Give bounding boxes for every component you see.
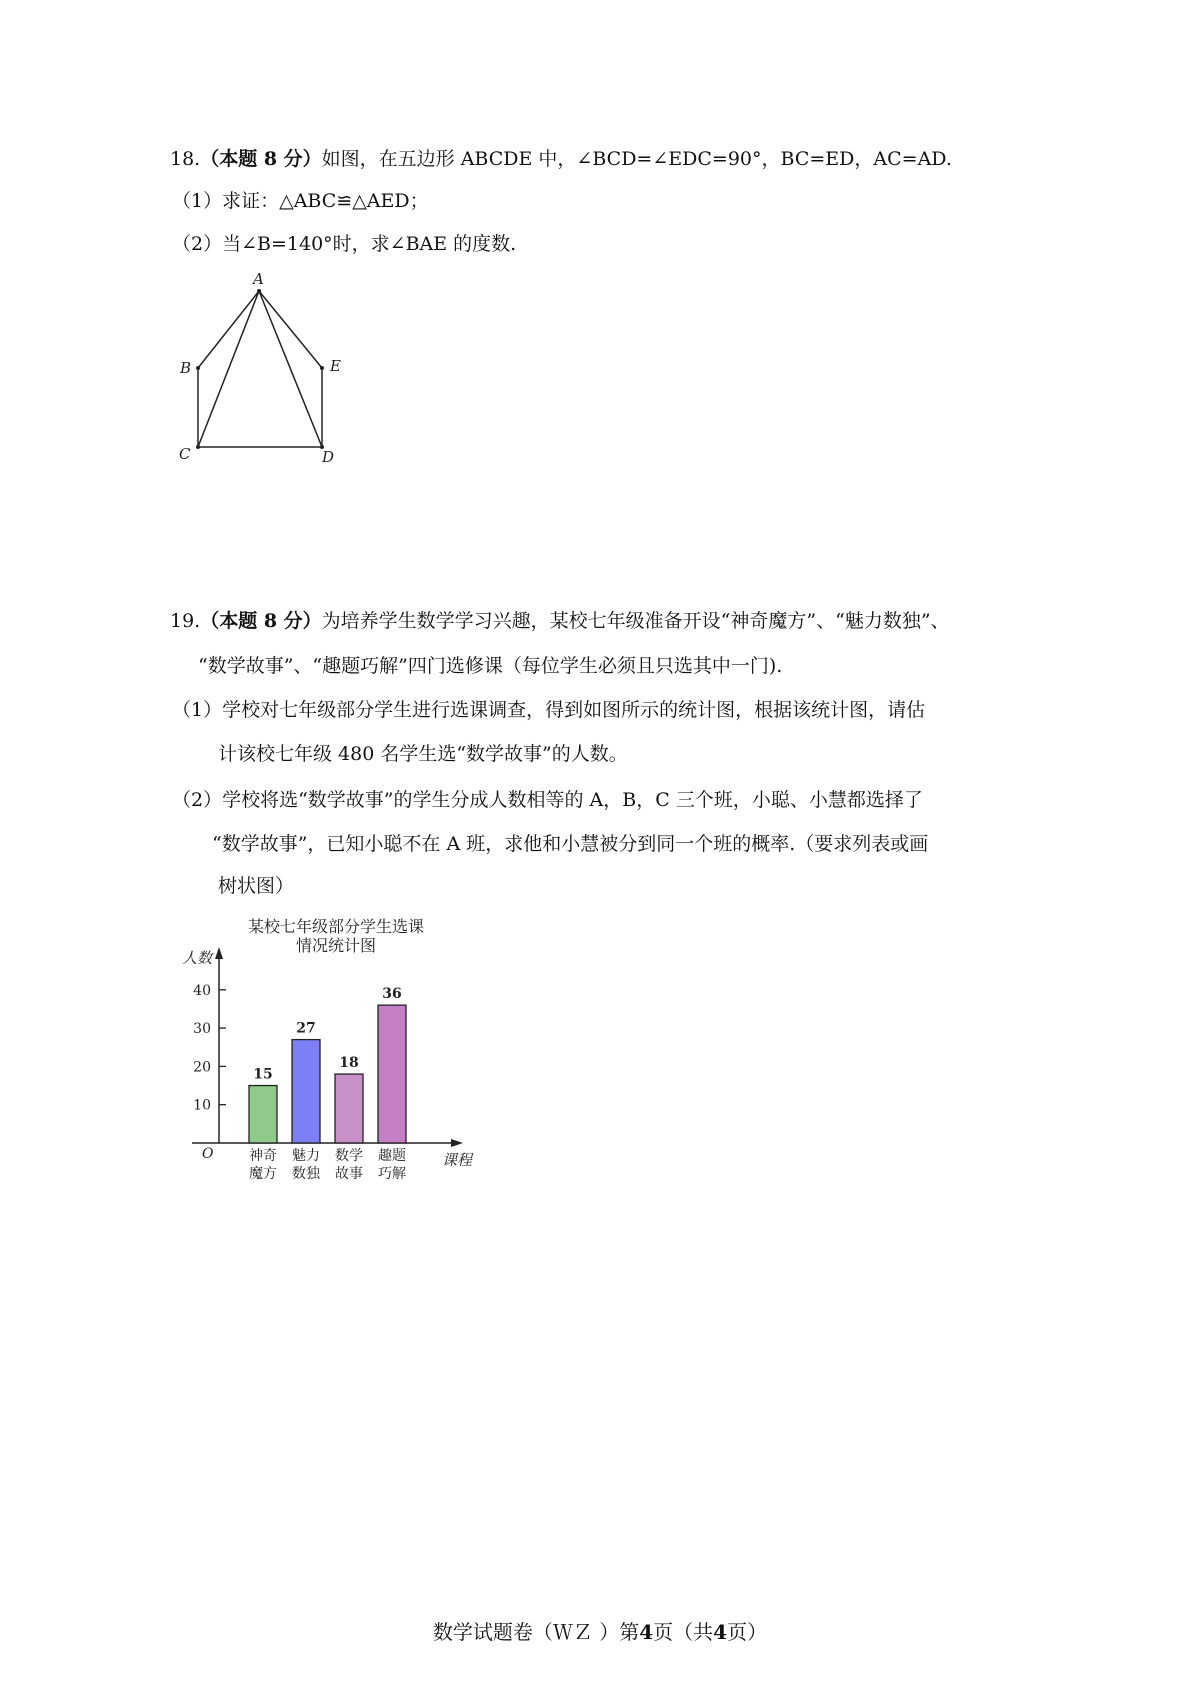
bar-value-label: 18 [339,1055,359,1072]
bar-chart [170,905,480,1195]
category-label: 魅力 [292,1148,320,1164]
q19-score: （本题 8 分） [200,610,322,632]
category-label: 数独 [292,1166,320,1182]
y-axis-arrow [215,947,223,959]
q19-stem1: 为培养学生数学学习兴趣，某校七年级准备开设“神奇魔方”、“魅力数独”、 [321,610,950,632]
y-tick-label: 40 [193,982,211,999]
y-tick-label: 10 [193,1097,211,1114]
category-label: 巧解 [378,1166,406,1182]
x-axis-label: 课程 [442,1151,473,1169]
q19-part2-line1: （2）学校将选“数学故事”的学生分成人数相等的 A，B，C 三个班，小聪、小慧都选择了 [172,789,923,811]
category-label: 魔方 [249,1166,277,1182]
q19-number: 19. [170,610,201,632]
pentagon-figure [170,265,360,470]
bar [292,1040,320,1143]
footer-text: 数学试题卷（ＷＺ ）第 [432,1620,640,1644]
bar-value-label: 36 [382,986,402,1003]
y-axis-label: 人数 [182,949,213,967]
y-tick-label: 30 [193,1021,211,1038]
label-c: C [179,445,191,463]
category-label: 故事 [335,1166,363,1182]
vertex-c [196,445,200,449]
q19-part2-line2: “数学故事”，已知小聪不在 A 班，求他和小慧被分到同一个班的概率.（要求列表或画 [212,833,929,855]
category-label: 神奇 [249,1148,277,1164]
segment-ad [259,291,322,447]
q19-part1-line1: （1）学校对七年级部分学生进行选课调查，得到如图所示的统计图，根据该统计图，请估 [172,699,926,721]
q18-stem-line [170,145,952,173]
q18-part1: （1）求证：△ABC≌△AED； [172,190,429,212]
segment-ac [198,291,259,447]
y-tick-label: 20 [193,1059,211,1076]
bar [378,1005,406,1143]
label-b: B [180,359,192,377]
vertex-e [320,366,324,370]
segment-ea [259,291,322,368]
bar [249,1086,277,1143]
label-e: E [330,357,341,375]
category-label: 数学 [335,1148,363,1164]
page-footer [0,1618,1200,1646]
footer-end: 页） [727,1620,768,1644]
segment-ab [198,291,259,368]
footer-page-number: 4 [639,1620,654,1644]
q18-number: 18. [170,148,201,170]
vertex-a [257,289,261,293]
bar-value-label: 27 [296,1020,316,1037]
bar-value-label: 15 [253,1066,273,1083]
q19-stem-line2: “数学故事”、“趣题巧解”四门选修课（每位学生必须且只选其中一门). [198,655,783,677]
vertex-b [196,366,200,370]
x-axis-arrow [451,1139,463,1147]
q18-score: （本题 8 分） [200,148,322,170]
q18-part2: （2）当∠B=140°时，求∠BAE 的度数. [172,233,517,255]
label-d: D [322,448,335,466]
origin-label: O [202,1146,214,1162]
bar [335,1074,363,1143]
q19-part1-line2: 计该校七年级 480 名学生选“数学故事”的人数。 [218,743,628,765]
q19-stem-line1 [170,607,950,635]
footer-total-pages: 4 [713,1620,728,1644]
chart-title-line1: 某校七年级部分学生选课 [247,917,425,936]
q18-stem: 如图，在五边形 ABCDE 中，∠BCD=∠EDC=90°，BC=ED，AC=AD. [321,148,952,170]
footer-mid: 页（共 [653,1620,714,1644]
label-a: A [253,270,264,288]
category-label: 趣题 [378,1148,406,1164]
chart-title-line2: 情况统计图 [295,936,377,955]
q19-part2-line3: 树状图） [218,875,295,897]
